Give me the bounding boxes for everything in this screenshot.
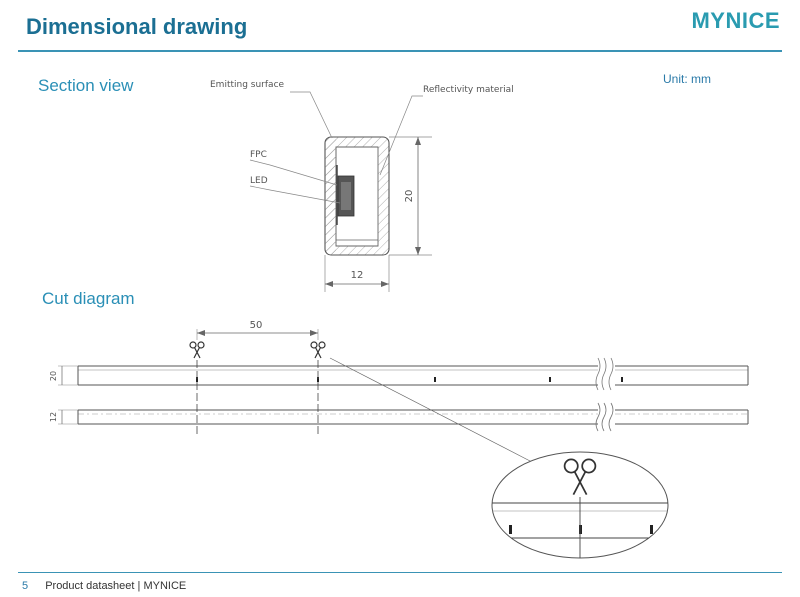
footer xyxy=(22,580,186,592)
strip-height-label: 20 xyxy=(49,370,58,382)
footer-text: Product datasheet | MYNICE xyxy=(45,580,187,592)
strip-side-view xyxy=(49,358,748,390)
detail-magnifier xyxy=(480,452,680,560)
dim-height-label: 20 xyxy=(404,189,415,203)
strip-width-label: 12 xyxy=(49,411,58,423)
section-view-drawing xyxy=(210,80,514,292)
cut-diagram-drawing xyxy=(49,320,748,560)
strip-top-view xyxy=(49,403,748,431)
section-view-heading: Section view xyxy=(38,76,134,95)
footer-divider xyxy=(18,572,782,573)
scissors-icon xyxy=(311,342,325,358)
cut-diagram-heading: Cut diagram xyxy=(42,289,135,308)
dim-width-label: 12 xyxy=(350,270,364,281)
fpc-label: FPC xyxy=(250,150,267,160)
unit-label: Unit: mm xyxy=(663,72,711,86)
brand-logo: MYNICE xyxy=(691,8,780,33)
emitting-surface-label: Emitting surface xyxy=(210,80,285,90)
reflectivity-material-label: Reflectivity material xyxy=(423,85,514,95)
page-number: 5 xyxy=(22,580,29,592)
scissors-icon xyxy=(190,342,204,358)
cut-interval-label: 50 xyxy=(249,320,263,331)
led-label: LED xyxy=(250,176,268,186)
page-title: Dimensional drawing xyxy=(26,14,248,39)
